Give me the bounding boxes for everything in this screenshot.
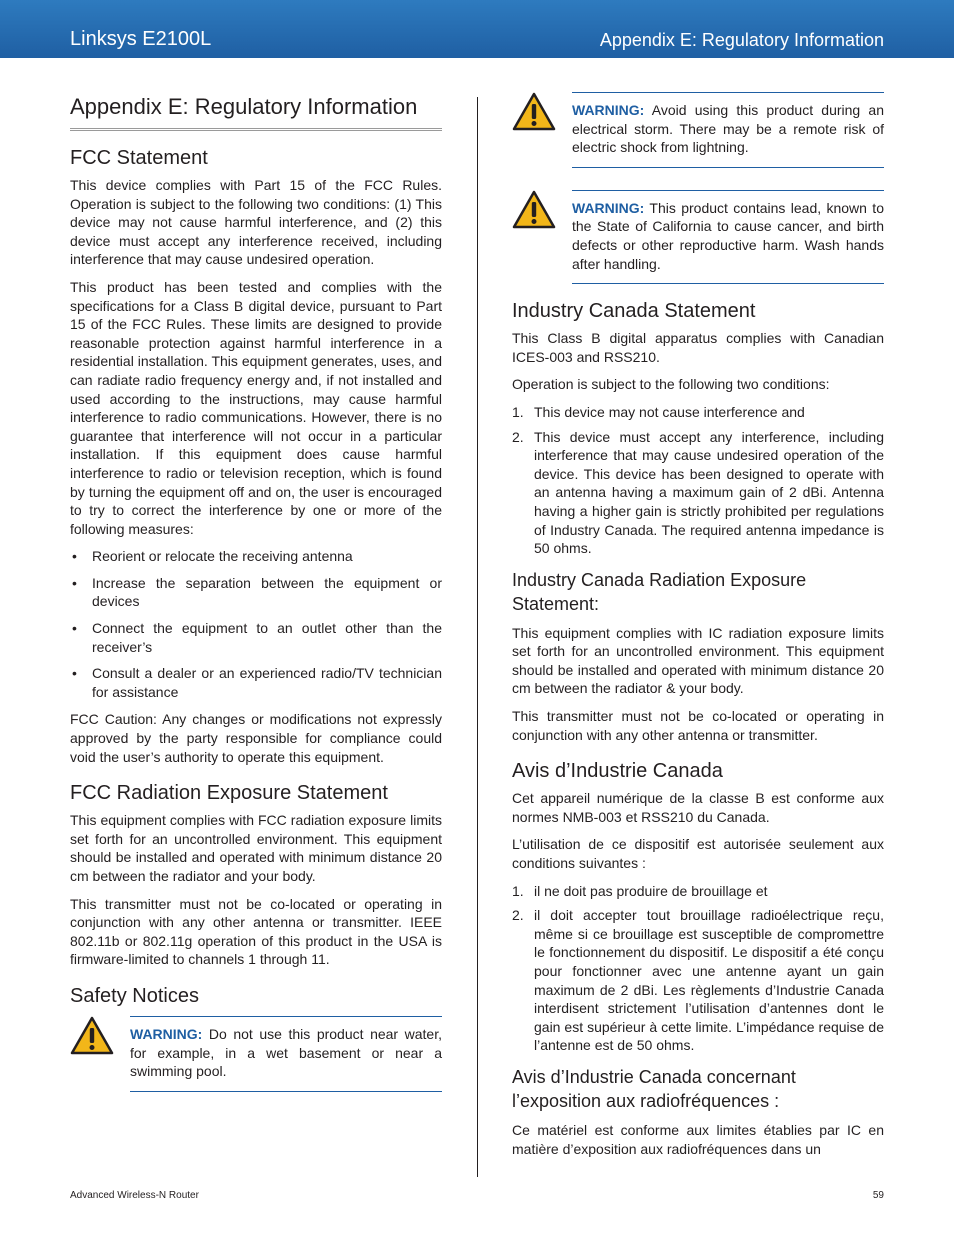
industry-canada-paragraph-2: Operation is subject to the following two conditions: xyxy=(512,376,830,393)
avis-heading: Avis d’Industrie Canada xyxy=(512,760,723,783)
list-item xyxy=(512,428,884,558)
item-text: This device may not cause interference and xyxy=(534,403,805,420)
item-text: il doit accepter tout brouillage radioélectrique reçu, même si ce brouillage est susceptible de compromettre le fonctionnement du dispositif. Le dispositif a été conçu pour fonctionner avec une antenne ayant un gain maximum de 2 dBi. Les règlements d’Industrie Canada interdisent strictement l’utilisation d’antennes dont le gain est supérieur à cette limite. L’impédance requise de l’antenne est de 50 ohms. xyxy=(534,907,884,1054)
footer-product: Advanced Wireless-N Router xyxy=(70,1190,199,1201)
warning-body: Avoid using this product during an electrical storm. There may be a remote risk of electric shock from lightning. xyxy=(572,102,884,156)
warning-text xyxy=(572,92,884,168)
page-title: Appendix E: Regulatory Information xyxy=(70,94,442,131)
list-item xyxy=(512,403,884,422)
industry-canada-heading: Industry Canada Statement xyxy=(512,300,756,323)
fcc-caution: FCC Caution: Any changes or modifications not expressly approved by the party responsible for compliance could void the user’s authority to operate this equipment. xyxy=(70,711,442,765)
warning-text xyxy=(130,1016,442,1092)
product-name: Linksys E2100L xyxy=(70,28,212,50)
page-header xyxy=(0,0,954,58)
warning-storm xyxy=(512,92,884,168)
warning-body: This product contains lead, known to the State of California to cause cancer, and birth defects or other reproductive harm. Wash hands after handling. xyxy=(572,199,884,272)
ic-radiation-paragraph-2: This transmitter must not be co-located or operating in conjunction with any other antenna or transmitter. xyxy=(512,708,884,743)
warning-water xyxy=(70,1016,442,1092)
fcc-paragraph-1: This device complies with Part 15 of the FCC Rules. Operation is subject to the following two conditions: (1) This device may not cause harmful interference, and (2) this device must accept any interference received, including interference that may cause undesired operation. xyxy=(70,177,442,268)
warning-lead xyxy=(512,190,884,284)
avis-paragraph-1: Cet appareil numérique de la classe B est conforme aux normes NMB-003 et RSS210 du Canada. xyxy=(512,790,884,825)
avis-conditions xyxy=(512,882,884,1055)
list-item: • Increase the separation between the equipment or devices xyxy=(70,574,442,611)
list-item: • Reorient or relocate the receiving antenna xyxy=(70,547,442,566)
warning-body: Do not use this product near water, for example, in a wet basement or near a swimming pool. xyxy=(130,1025,442,1080)
item-number: 2. xyxy=(512,428,524,445)
fcc-radiation-paragraph-1: This equipment complies with FCC radiation exposure limits set forth for an uncontrolled environment. This equipment should be installed and operated with minimum distance 20 cm between the radiator and your body. xyxy=(70,812,442,884)
warning-triangle-icon xyxy=(512,190,556,230)
fcc-heading: FCC Statement xyxy=(70,147,208,169)
warning-triangle-icon xyxy=(70,1016,114,1056)
fcc-radiation-heading: FCC Radiation Exposure Statement xyxy=(70,782,388,805)
section-name: Appendix E: Regulatory Information xyxy=(599,30,884,50)
item-text: il ne doit pas produire de brouillage et xyxy=(534,882,768,899)
warning-label: WARNING: xyxy=(572,199,645,216)
warning-text xyxy=(572,190,884,284)
fcc-radiation-paragraph-2: This transmitter must not be co-located or operating in conjunction with any other antenna or transmitter. IEEE 802.11b or 802.11g operation of this product in the USA is firmware-limited to channels 1 through 11. xyxy=(70,895,442,968)
avis-radio-paragraph-1: Ce matériel est conforme aux limites établies par IC en matière d’exposition aux radiofréquences dans un xyxy=(512,1121,884,1157)
item-number: 2. xyxy=(512,907,524,924)
avis-radio-heading: Avis d’Industrie Canada concernant l’exposition aux radiofréquences : xyxy=(512,1066,796,1111)
ic-radiation-paragraph-1: This equipment complies with IC radiation exposure limits set forth for an uncontrolled environment. This equipment should be installed and operated with minimum distance 20 cm between the radiator & your body. xyxy=(512,624,884,697)
column-divider xyxy=(477,97,478,1177)
list-item: • Connect the equipment to an outlet other than the receiver’s xyxy=(70,619,442,656)
warning-label: WARNING: xyxy=(130,1025,203,1042)
list-item xyxy=(512,882,884,901)
left-column xyxy=(70,92,442,1104)
industry-canada-paragraph-1: This Class B digital apparatus complies with Canadian ICES-003 and RSS210. xyxy=(512,330,884,365)
industry-canada-conditions xyxy=(512,403,884,558)
safety-heading: Safety Notices xyxy=(70,984,199,1007)
warning-label: WARNING: xyxy=(572,102,645,118)
page-number: 59 xyxy=(872,1190,884,1201)
item-number: 1. xyxy=(512,403,524,420)
list-item: • Consult a dealer or an experienced radio/TV technician for assistance xyxy=(70,664,442,701)
list-item xyxy=(512,906,884,1055)
right-column xyxy=(512,92,884,1167)
ic-radiation-heading: Industry Canada Radiation Exposure Statement: xyxy=(512,569,807,614)
fcc-measures-list xyxy=(70,547,442,701)
item-text: This device must accept any interference, including interference that may cause undesired operation of the device. This device has been designed to operate with an antenna having a maximum gain of 2 dBi. Antenna having a higher gain is strictly prohibited per regulations of Industry Canada. The required antenna impedance is 50 ohms. xyxy=(534,428,884,557)
fcc-paragraph-2: This product has been tested and complies with the specifications for a Class B digital device, pursuant to Part 15 of the FCC Rules. These limits are designed to provide reasonable protection against harmful interference in a residential installation. This equipment generates, uses, and can radiate radio frequency energy and, if not installed and used according to the instructions, may cause harmful interference to radio communications. However, there is no guarantee that interference will not occur in a particular installation. If this equipment does cause harmful interference to radio or television reception, which is found by turning the equipment off and on, the user is encouraged to try to correct the interference by one or more of the following measures: xyxy=(70,278,442,537)
avis-paragraph-2: L’utilisation de ce dispositif est autorisée seulement aux conditions suivantes : xyxy=(512,836,884,872)
warning-triangle-icon xyxy=(512,92,556,132)
item-number: 1. xyxy=(512,882,524,899)
